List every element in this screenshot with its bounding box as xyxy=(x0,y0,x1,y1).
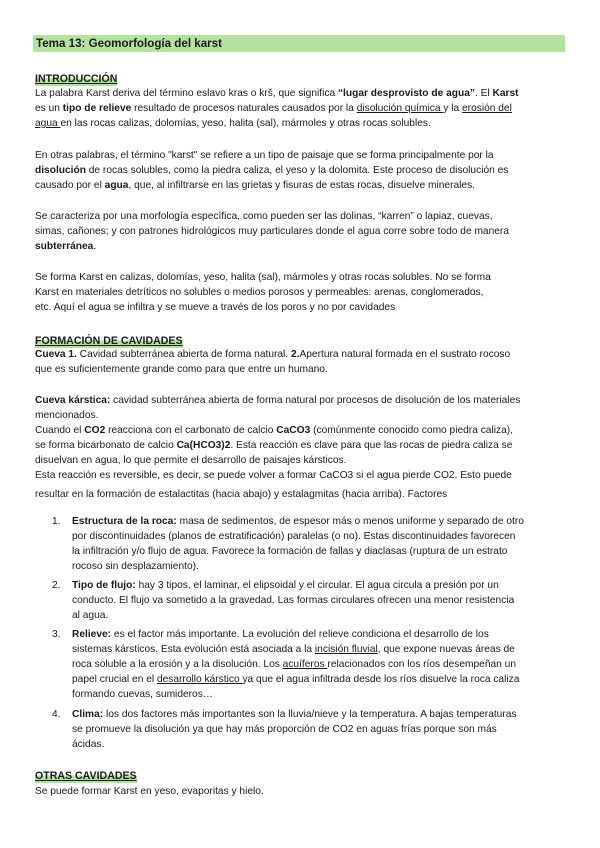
list-item-body xyxy=(72,578,514,623)
text-line: Se caracteriza por una morfología específica, como pueden ser las dolinas, “karren” o lapiaz, cuevas, xyxy=(35,211,493,222)
intro-paragraph-3 xyxy=(35,209,563,254)
text-line: sistemas kársticos. Esta evolución está asociada a la incisión fluvial, que expone nuevas áreas de xyxy=(72,644,515,655)
list-number: 4. xyxy=(52,709,61,720)
text-line: ácidas. xyxy=(72,739,105,750)
text-line: etc. Aquí el agua se infiltra y se mueve a través de los poros y no por cavidades xyxy=(35,302,396,313)
intro-paragraph-2 xyxy=(35,148,563,193)
text-line: subterránea. xyxy=(35,241,97,252)
list-item-body xyxy=(72,627,519,702)
page-title: Tema 13: Geomorfología del karst xyxy=(36,37,222,50)
text-line: Estructura de la roca: masa de sedimentos, de espesor más o menos uniforme y separado de otro xyxy=(72,516,524,527)
text-line: disuelvan en agua, lo que permite el desarrollo de paisajes kársticos. xyxy=(35,455,347,466)
text-line: En otras palabras, el término "karst" se refiere a un tipo de paisaje que se forma principalmente por la xyxy=(35,150,494,161)
intro-paragraph-4 xyxy=(35,270,563,315)
text-line: Relieve: es el factor más importante. La evolución del relieve condiciona el desarrollo de los xyxy=(72,629,489,640)
list-number: 3. xyxy=(52,629,61,640)
text-line: rocoso sin desplazamiento). xyxy=(72,561,199,572)
text-line: es un tipo de relieve resultado de procesos naturales causados por la disolución química y la erosión del xyxy=(35,103,512,114)
text-line: se promueve la disolución ya que hay más proporción de CO2 en aguas frías porque son más xyxy=(72,724,497,735)
text-line: por discontinuidades (planos de estratificación) paralelas (o no). Estas discontinuidades favorecen xyxy=(72,531,516,542)
text-line: Se forma Karst en calizas, dolomías, yeso, halita (sal), mármoles y otras rocas solubles. No se forma xyxy=(35,272,491,283)
list-item-body xyxy=(72,707,517,752)
text-line: simas, cañones; y con patrones hidrológicos muy particulares donde el agua corre sobre todo de manera xyxy=(35,226,509,237)
text-line: Cueva 1. Cavidad subterránea abierta de forma natural. 2.Apertura natural formada en el sustrato rocoso xyxy=(35,349,511,360)
text-line: Cuando el CO2 reacciona con el carbonato de calcio CaCO3 (comúnmente conocido como piedra caliza), xyxy=(35,425,513,436)
list-number: 1. xyxy=(52,516,61,527)
text-line: causado por el agua, que, al infiltrarse en las grietas y fisuras de estas rocas, disuelve minerales. xyxy=(35,180,475,191)
text-line: resultar en la formación de estalactitas (hacia abajo) y estalagmitas (hacia arriba). Factores xyxy=(35,489,448,500)
otras-heading: OTRAS CAVIDADES xyxy=(35,770,137,782)
text-line: roca soluble a la erosión y a la disolución. Los acuíferos relacionados con los ríos desempeñan un xyxy=(72,659,517,670)
text-line: disolución de rocas solubles, como la piedra caliza, el yeso y la dolomita. Este proceso de disolución es xyxy=(35,165,509,176)
text-line: se forma bicarbonato de calcio Ca(HCO3)2. Esta reacción es clave para que las rocas de piedra caliza se xyxy=(35,440,513,451)
text-line: Esta reacción es reversible, es decir, se puede volver a formar CaCO3 si el agua pierde CO2. Esto puede xyxy=(35,470,512,481)
formacion-paragraph-1 xyxy=(35,347,563,377)
list-number: 2. xyxy=(52,580,61,591)
intro-heading: INTRODUCCIÓN xyxy=(35,73,118,85)
text-line: Clima: los dos factores más importantes son la lluvia/nieve y la temperatura. A bajas temperaturas xyxy=(72,709,517,720)
text-line: Se puede formar Karst en yeso, evaporitas y hielo. xyxy=(35,786,264,797)
text-line: conducto. El flujo va sometido a la gravedad. Las formas circulares ofrecen una menor resistencia xyxy=(72,595,515,606)
intro-paragraph-1 xyxy=(35,86,563,131)
text-line: al agua. xyxy=(72,610,109,621)
formacion-heading: FORMACIÓN DE CAVIDADES xyxy=(35,335,183,347)
text-line: que es suficientemente grande como para que entre un humano. xyxy=(35,364,328,375)
text-line: la infiltración y/o flujo de agua. Favorece la formación de fallas y diaclasas (ruptura de un estrato xyxy=(72,546,508,557)
title-bar xyxy=(33,35,565,52)
text-line: Karst en materiales detríticos no solubles o medios porosos y permeables: arenas, conglomerados, xyxy=(35,287,484,298)
text-line: Tipo de flujo: hay 3 tipos, el laminar, el elipsoidal y el circular. El agua circula a presión por un xyxy=(72,580,499,591)
formacion-paragraph-2 xyxy=(35,393,563,502)
text-line: formando cuevas, sumideros… xyxy=(72,689,213,700)
list-item-body xyxy=(72,514,524,574)
otras-paragraph xyxy=(35,784,563,799)
text-line: papel crucial en el desarrollo kárstico ya que el agua infiltrada desde los ríos disuelve la roca caliza xyxy=(72,674,520,685)
text-line: agua en las rocas calizas, dolomías, yeso, halita (sal), mármoles y otras rocas solubles. xyxy=(35,118,431,129)
text-line: Cueva kárstica: cavidad subterránea abierta de forma natural por procesos de disolución de los materiales xyxy=(35,395,521,406)
text-line: mencionados. xyxy=(35,410,99,421)
text-line: La palabra Karst deriva del término eslavo kras o krš, que significa “lugar desprovisto de agua”. El Karst xyxy=(35,88,519,99)
